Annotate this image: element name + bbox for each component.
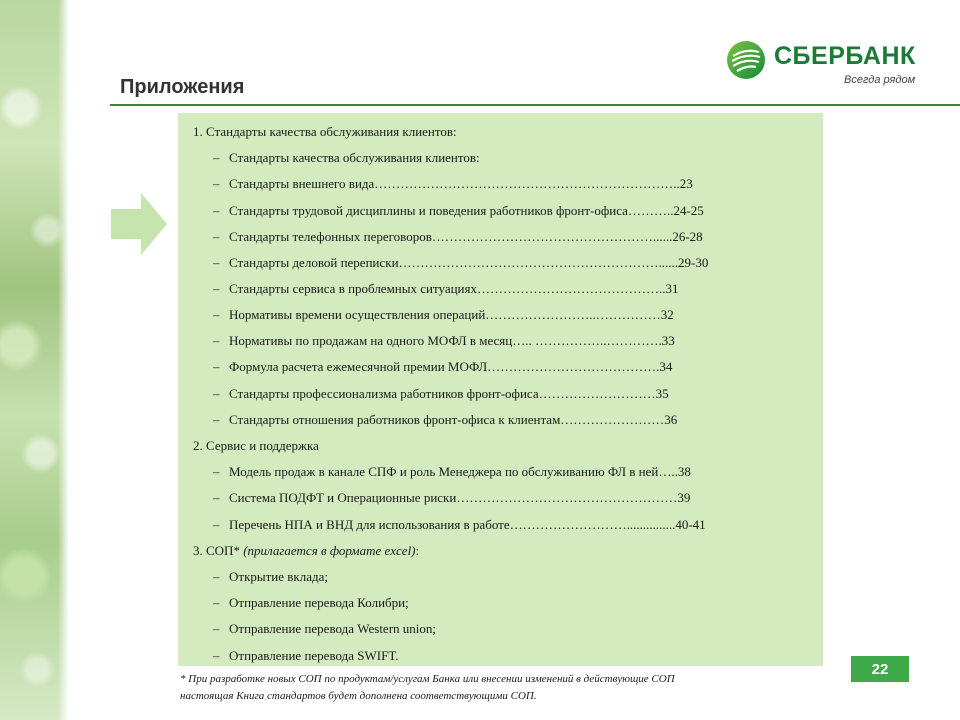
dash-icon: – [213, 176, 220, 191]
dash-icon: – [213, 648, 220, 663]
toc-item: – Стандарты профессионализма работников фронт-офиса………………………35 [213, 386, 669, 401]
dash-icon: – [213, 150, 220, 165]
toc-item: – Стандарты сервиса в проблемных ситуациях……………………………………..31 [213, 281, 679, 296]
toc-item: – Отправление перевода SWIFT. [213, 648, 399, 663]
dash-icon: – [213, 517, 220, 532]
toc-item: – Стандарты деловой переписки……………………………………………………......29-30 [213, 255, 709, 270]
brand-name: СБЕРБАНК [774, 42, 916, 70]
toc-item: – Перечень НПА и ВНД для использования в работе………………………...............40-41 [213, 517, 706, 532]
dash-icon: – [213, 359, 220, 374]
dash-icon: – [213, 333, 220, 348]
dash-icon: – [213, 595, 220, 610]
section-2-heading: 2. Сервис и поддержка [193, 438, 319, 453]
section-3-note: (прилагается в формате excel) [243, 543, 416, 558]
footnote [180, 671, 820, 705]
sberbank-logo-icon [726, 40, 766, 80]
toc-item: – Открытие вклада; [213, 569, 328, 584]
slide-title: Приложения [120, 76, 245, 98]
footnote-line-2: настоящая Книга стандартов будет дополнена соответствующими СОП. [180, 690, 537, 702]
footnote-line-1: * При разработке новых СОП по продуктам/услугам Банка или внесении изменений в действующие СОП [180, 673, 675, 685]
toc-item: – Система ПОДФТ и Операционные риски……………………………………………39 [213, 490, 691, 505]
dash-icon: – [213, 464, 220, 479]
toc-item: – Стандарты качества обслуживания клиентов: [213, 150, 480, 165]
section-1-heading: 1. Стандарты качества обслуживания клиентов: [193, 124, 457, 139]
toc-item: – Формула расчета ежемесячной премии МОФЛ………………………………….34 [213, 359, 673, 374]
toc-item: – Модель продаж в канале СПФ и роль Менеджера по обслуживанию ФЛ в ней…..38 [213, 464, 691, 479]
decorative-leaf-photo [0, 0, 68, 720]
dash-icon: – [213, 386, 220, 401]
toc-item: – Стандарты отношения работников фронт-офиса к клиентам……………………36 [213, 412, 678, 427]
dash-icon: – [213, 621, 220, 636]
dash-icon: – [213, 569, 220, 584]
right-arrow-icon [111, 193, 167, 255]
section-3-heading: 3. СОП* (прилагается в формате excel): [193, 543, 420, 558]
dash-icon: – [213, 229, 220, 244]
title-divider [110, 104, 960, 106]
dash-icon: – [213, 255, 220, 270]
toc-item: – Нормативы по продажам на одного МОФЛ в месяц….. ……………..………….33 [213, 333, 675, 348]
dash-icon: – [213, 412, 220, 427]
page-number-badge: 22 [851, 656, 909, 682]
toc-item: – Стандарты телефонных переговоров……………………………………………......26-28 [213, 229, 703, 244]
dash-icon: – [213, 490, 220, 505]
toc-item: – Отправление перевода Колибри; [213, 595, 409, 610]
dash-icon: – [213, 203, 220, 218]
sberbank-logo [726, 38, 926, 94]
toc-item: – Стандарты внешнего вида……………………………………………………………..23 [213, 176, 693, 191]
brand-tagline: Всегда рядом [844, 74, 916, 86]
dash-icon: – [213, 307, 220, 322]
toc-item: – Стандарты трудовой дисциплины и поведения работников фронт-офиса………..24-25 [213, 203, 704, 218]
dash-icon: – [213, 281, 220, 296]
toc-item: – Нормативы времени осуществления операций……………………..……………32 [213, 307, 674, 322]
toc-item: – Отправление перевода Western union; [213, 621, 437, 636]
